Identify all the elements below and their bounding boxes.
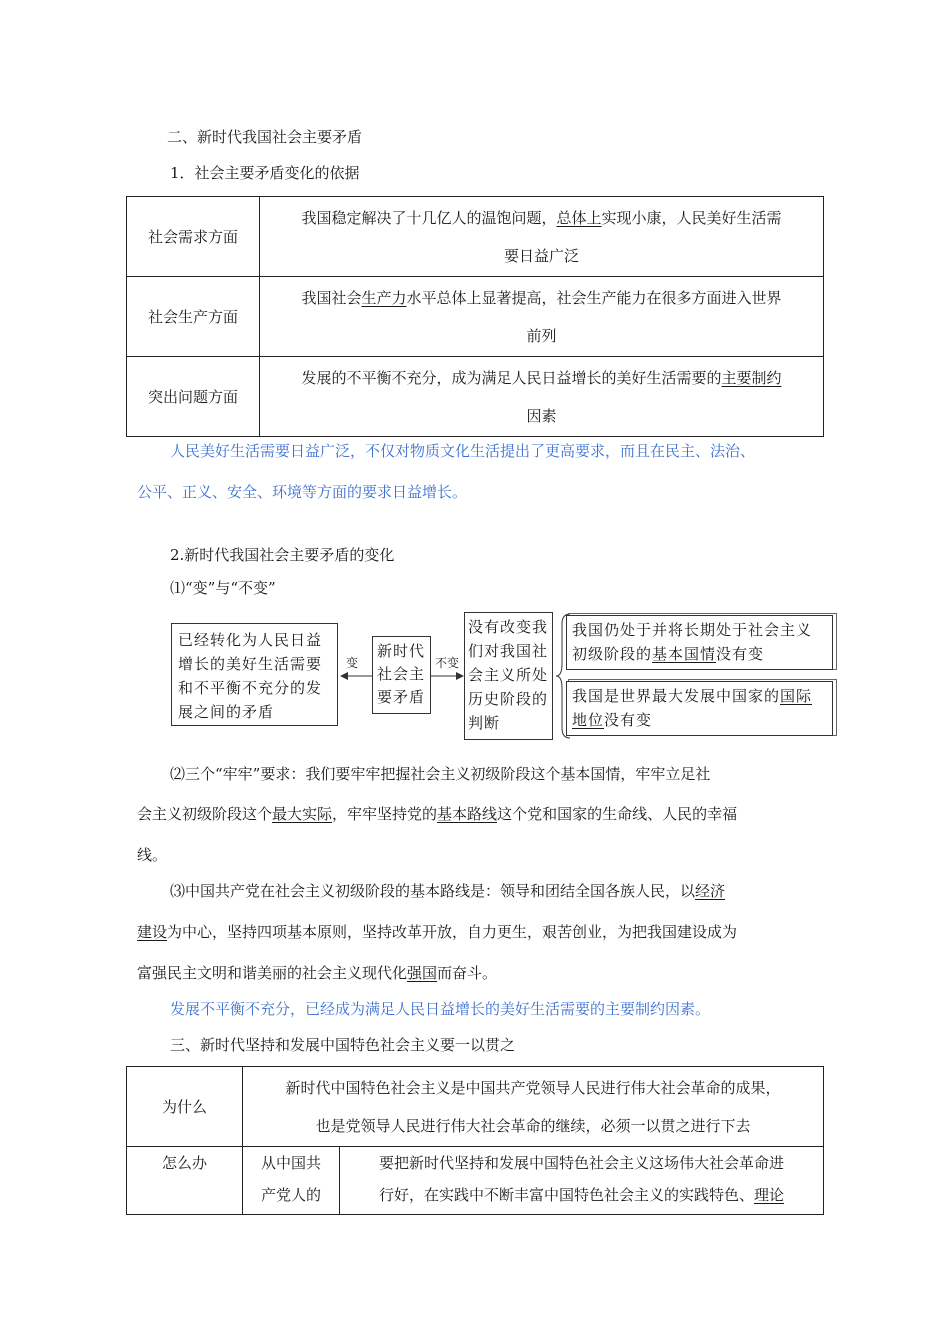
row-content: 我国稳定解决了十几亿人的温饱问题，总体上实现小康，人民美好生活需 要日益广泛	[260, 197, 824, 277]
row-label: 为什么	[127, 1067, 243, 1147]
row-middle: 从中国共 产党人的	[243, 1147, 340, 1215]
diagram-box-international-status: 我国是世界最大发展中国家的国际 地位没有变	[566, 681, 833, 736]
row-label: 社会需求方面	[127, 197, 260, 277]
note-text: 公平、正义、安全、环境等方面的要求日益增长。	[137, 483, 468, 501]
diagram-box-national-condition: 我国仍处于并将长期处于社会主义 初级阶段的基本国情没有变	[566, 615, 833, 670]
row-content: 要把新时代坚持和发展中国特色社会主义这场伟大社会革命进 行好，在实践中不断丰富中国特色社会主义的实践特色、理论	[340, 1147, 824, 1215]
paragraph-2: 会主义初级阶段这个最大实际，牢牢坚持党的基本路线这个党和国家的生命线、人民的幸福	[137, 805, 738, 823]
paragraph-3: ⑶中国共产党在社会主义初级阶段的基本路线是：领导和团结全国各族人民，以经济	[170, 882, 726, 900]
subheading-1: 1．社会主要矛盾变化的依据	[170, 164, 360, 182]
approach-table	[126, 1066, 824, 1215]
paragraph-2: 线。	[137, 846, 168, 864]
table-row	[127, 1147, 824, 1215]
row-label: 突出问题方面	[127, 357, 260, 437]
section-heading: 三、新时代坚持和发展中国特色社会主义要一以贯之	[170, 1036, 516, 1054]
row-content: 发展的不平衡不充分，成为满足人民日益增长的美好生活需要的主要制约 因素	[260, 357, 824, 437]
paragraph-1: ⑴“变”与“不变”	[170, 579, 276, 597]
diagram-box-unchanged: 没有改变我 们对我国社 会主义所处 历史阶段的 判断	[464, 612, 553, 740]
paragraph-2: ⑵三个“牢牢”要求：我们要牢牢把握社会主义初级阶段这个基本国情，牢牢立足社	[170, 765, 711, 783]
row-content: 新时代中国特色社会主义是中国共产党领导人民进行伟大社会革命的成果， 也是党领导人民进行伟大社会革命的继续，必须一以贯之进行下去	[243, 1067, 824, 1147]
row-label: 社会生产方面	[127, 277, 260, 357]
note-text: 人民美好生活需要日益广泛，不仅对物质文化生活提出了更高要求，而且在民主、法治、	[170, 442, 756, 460]
nochange-label: 不变	[435, 656, 460, 670]
row-content: 我国社会生产力水平总体上显著提高，社会生产能力在很多方面进入世界 前列	[260, 277, 824, 357]
table-row	[127, 1067, 824, 1147]
diagram-box-changed: 已经转化为人民日益 增长的美好生活需要 和不平衡不充分的发 展之间的矛盾	[171, 623, 338, 726]
diagram-box-center: 新时代 社会主 要矛盾	[372, 636, 431, 714]
paragraph-3: 富强民主文明和谐美丽的社会主义现代化强国而奋斗。	[137, 964, 498, 982]
paragraph-3: 建设为中心，坚持四项基本原则，坚持改革开放，自力更生，艰苦创业，为把我国建设成为	[137, 923, 738, 941]
note-text: 发展不平衡不充分，已经成为满足人民日益增长的美好生活需要的主要制约因素。	[170, 1000, 711, 1018]
subheading-2: 2.新时代我国社会主要矛盾的变化	[170, 546, 395, 564]
change-label: 变	[346, 656, 359, 670]
section-heading: 二、新时代我国社会主要矛盾	[167, 128, 363, 146]
row-label: 怎么办	[127, 1147, 243, 1215]
